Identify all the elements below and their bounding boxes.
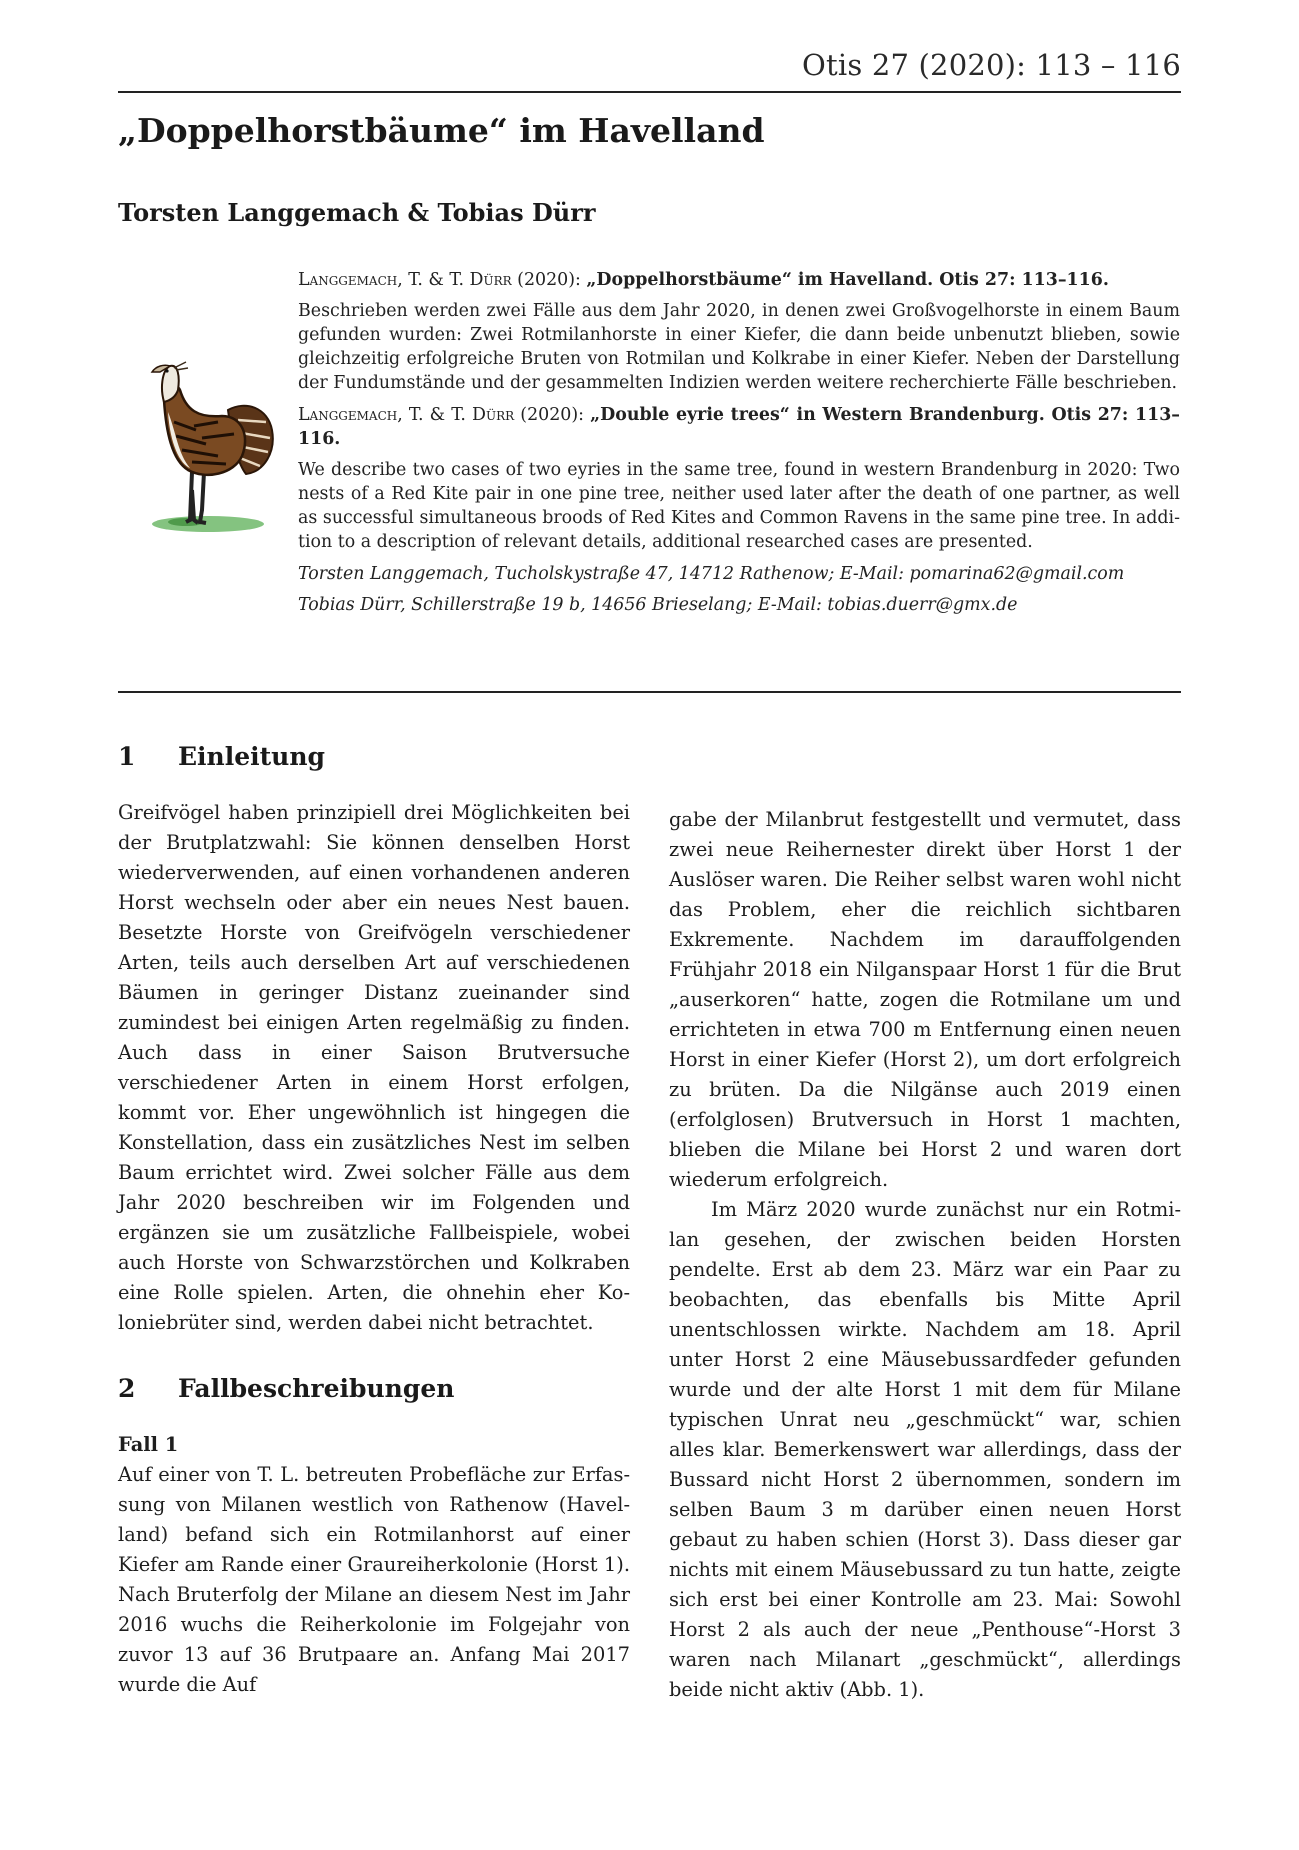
citation-initials: , T. & T. <box>397 270 470 290</box>
section-heading-1 <box>118 740 630 774</box>
article-title: „Doppelhorstbäume“ im Havelland <box>118 111 765 150</box>
introduction-paragraph: Greifvögel haben prinzipiell drei Möglichkeiten bei der Brutplatzwahl: Sie können denselben Horst wiederverwenden, auf einen vorhandenen anderen Horst wechseln oder aber ein neues Nest bauen. Besetzte Horste von Greifvögeln verschiedener Arten, teils auch derselben Art auf verschiedenen Bäumen in geringer Distanz zueinander sind zumindest bei einigen Arten regelmäßig zu finden. Auch dass in einer Saison Brutversuche verschiedener Arten in einem Horst erfolgen, kommt vor. Eher ungewöhnlich ist hingegen die Konstellation, dass ein zusätzliches Nest im selben Baum errichtet wird. Zwei solcher Fälle aus dem Jahr 2020 beschreiben wir im Folgenden und ergänzen sie um zusätzliche Fallbeispiele, wobei auch Horste von Schwarzstörchen und Kolkraben eine Rolle spielen. Arten, die ohnehin eher Koloniebrüter sind, werden dabei nicht betrachtet. <box>118 801 630 1334</box>
journal-reference: Otis 27 (2020): 113 – 116 <box>802 48 1181 82</box>
left-column <box>118 740 630 1700</box>
abstract-rule <box>118 691 1181 693</box>
citation-title: „Doppelhorstbäume“ im Havelland. Otis 27: 113–116. <box>586 270 1109 290</box>
abstract-block <box>298 268 1180 624</box>
german-citation <box>298 268 1180 292</box>
citation-author-2: Dürr <box>469 270 512 290</box>
case-1-continued-paragraph: gabe der Milanbrut festgestellt und vermutet, dass zwei neue Reihernester direkt über Horst 1 der Auslöser waren. Die Reiher selbst waren wohl nicht das Problem, eher die reichlich sichtbaren Exkremente. Nachdem im darauffolgenden Frühjahr 2018 ein Nilganspaar Horst 1 für die Brut „auserkoren“ hatte, zogen die Rotmilane um und errichteten in etwa 700 m Entfernung einen neuen Horst in einer Kiefer (Horst 2), um dort erfolgreich zu brüten. Da die Nilgänse auch 2019 einen (erfolglosen) Brutversuch in Horst 1 machten, blieben die Milane bei Horst 2 und waren dort wiederum erfolgreich. <box>669 808 1181 1191</box>
citation-year: (2020): <box>514 405 591 425</box>
section-number: 1 <box>118 742 136 771</box>
german-abstract: Beschrieben werden zwei Fälle aus dem Jahr 2020, in denen zwei Großvogelhorste in einem Baum gefunden wurden: Zwei Rotmilanhorste in einer Kiefer, die dann beide unbenutzt blieben, sowie gleichzeitig erfolgreiche Bruten von Rotmilan und Kolkrabe in einer Kiefer. Neben der Darstellung der Fundumstände und der gesammelten Indizien werden weitere recherchierte Fälle beschrieben. <box>298 301 1180 393</box>
author-address-1: Torsten Langgemach, Tucholskystraße 47, 14712 Rathenow; E-Mail: pomarina62@gmail.com <box>298 564 1125 584</box>
citation-author-2: Dürr <box>472 405 515 425</box>
article-authors: Torsten Langgemach & Tobias Dürr <box>118 198 596 227</box>
english-citation <box>298 403 1180 451</box>
citation-year: (2020): <box>511 270 587 290</box>
citation-author-1: Langgemach <box>298 405 398 425</box>
section-title: Fallbeschreibungen <box>178 1374 455 1403</box>
section-heading-2 <box>118 1372 630 1406</box>
citation-author-1: Langgemach <box>298 270 398 290</box>
citation-initials: , T. & T. <box>397 405 473 425</box>
english-abstract: We describe two cases of two eyries in the same tree, found in western Brandenburg in 2020: Two nests of a Red Kite pair in one pine tree, neither used later after the death of one partner, as well as successful simultaneous broods of Red Kites and Common Ravens in the same pine tree. In addition to a description of relevant details, additional researched cases are presented. <box>298 460 1180 552</box>
case-heading: Fall 1 <box>118 1433 179 1456</box>
author-address-2: Tobias Dürr, Schillerstraße 19 b, 14656 Brieselang; E-Mail: tobias.duerr@gmx.de <box>298 595 1018 615</box>
case-1-march-paragraph: Im März 2020 wurde zunächst nur ein Rotmilan gesehen, der zwischen beiden Horsten pendelte. Erst ab dem 23. März war ein Paar zu beobachten, das ebenfalls bis Mitte April unentschlossen wirkte. Nachdem am 18. April unter Horst 2 eine Mäusebussardfeder gefunden wurde und der alte Horst 1 mit dem für Milane typischen Unrat neu „geschmückt“ war, schien alles klar. Bemerkenswert war allerdings, dass der Bussard nicht Horst 2 übernommen, sondern im selben Baum 3 m darüber einen neuen Horst gebaut zu haben schien (Horst 3). Dass dieser gar nichts mit einem Mäusebussard zu tun hatte, zeigte sich erst bei einer Kontrolle am 23. Mai: Sowohl Horst 2 als auch der neue „Penthouse“-Horst 3 waren nach Milanart „geschmückt“, allerdings beide nicht aktiv (Abb. 1). <box>669 1198 1181 1701</box>
citation-title: „Double eyrie trees“ in Western Brandenburg. Otis 27: 113–116. <box>298 405 1181 449</box>
right-column <box>669 805 1181 1705</box>
section-title: Einleitung <box>178 742 326 771</box>
great-bustard-logo-icon <box>146 360 278 535</box>
header-rule <box>118 91 1181 93</box>
section-number: 2 <box>118 1374 136 1403</box>
case-1-paragraph: Auf einer von T. L. betreuten Probefläche zur Erfassung von Milanen westlich von Rathenow (Havelland) befand sich ein Rotmilanhorst auf einer Kiefer am Rande einer Graureiherkolonie (Horst 1). Nach Bruterfolg der Milane an diesem Nest im Jahr 2016 wuchs die Reiherkolonie im Folgejahr von zuvor 13 auf 36 Brutpaare an. Anfang Mai 2017 wurde die Auf <box>118 1463 630 1696</box>
